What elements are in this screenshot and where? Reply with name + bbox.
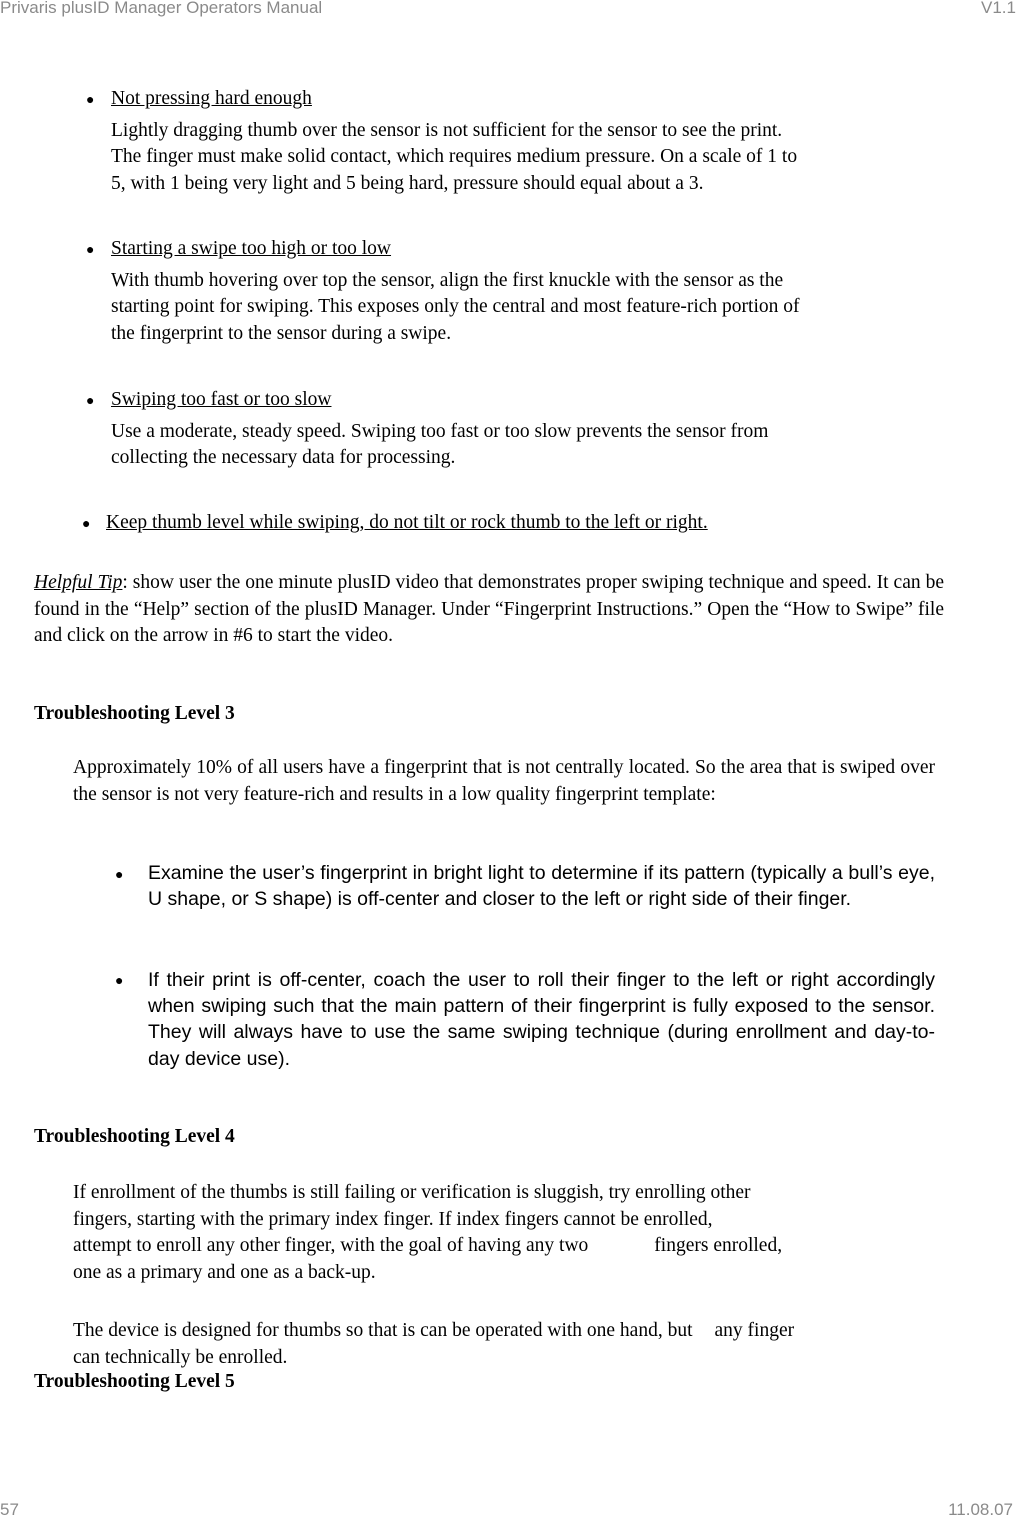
bullet-icon: ● — [115, 974, 124, 989]
bullet-item — [111, 236, 800, 347]
bullet-icon: ● — [115, 868, 124, 883]
bullet-text-line: With thumb hovering over top the sensor, align the first knuckle with the sensor as the — [111, 269, 784, 291]
bullet-title: Not pressing hard enough — [111, 88, 312, 109]
level-3-intro: Approximately 10% of all users have a fingerprint that is not centrally located. So the area that is swiped over the sensor is not very feature-rich and results in a low quality fingerprint template: — [73, 757, 935, 805]
paragraph-line — [73, 1233, 782, 1260]
bullet-text-line: The finger must make solid contact, which requires medium pressure. On a scale of 1 to — [111, 146, 798, 167]
bullet-title: Swiping too fast or too slow — [111, 389, 332, 410]
level-4-paragraph — [73, 1318, 794, 1371]
header-version: V1.1 — [981, 0, 1016, 17]
level-4-paragraph — [73, 1180, 782, 1286]
section-heading-level-4: Troubleshooting Level 4 — [34, 1126, 235, 1147]
paragraph-line: fingers, starting with the primary index finger. If index fingers cannot be enrolled, — [73, 1208, 713, 1230]
helpful-tip-label: Helpful Tip — [34, 572, 123, 593]
bullet-item — [106, 510, 708, 537]
bullet-item — [111, 387, 768, 472]
bullet-icon: ● — [86, 243, 95, 258]
level-3-item: If their print is off-center, coach the user to roll their finger to the left or right accordingly when swiping such that the main pattern of their fingerprint is fully exposed to the sensor. They will always have to use the same swiping technique (during enrollment and day-to-day device use). — [148, 969, 935, 1070]
bullet-title: Keep thumb level while swiping, do not tilt or rock thumb to the left or right. — [106, 512, 708, 533]
bullet-item — [111, 86, 797, 197]
paragraph-line: one as a primary and one as a back-up. — [73, 1261, 376, 1283]
bullet-icon: ● — [86, 394, 95, 409]
paragraph-fragment: any finger — [714, 1320, 795, 1341]
bullet-title: Starting a swipe too high or too low — [111, 238, 392, 259]
section-heading-level-3: Troubleshooting Level 3 — [34, 703, 235, 724]
section-heading-level-5: Troubleshooting Level 5 — [34, 1371, 235, 1392]
bullet-text-line: starting point for swiping. This exposes only the central and most feature-rich portion of — [111, 296, 800, 317]
bullet-text-line: Use a moderate, steady speed. Swiping too fast or too slow prevents the sensor from — [111, 420, 769, 442]
paragraph-fragment: The device is designed for thumbs so that is can be operated with one hand, but — [73, 1320, 693, 1341]
page-number: 57 — [0, 1500, 19, 1519]
header-title: Privaris plusID Manager Operators Manual — [0, 0, 323, 17]
bullet-text-line: 5, with 1 being very light and 5 being hard, pressure should equal about a 3. — [111, 172, 704, 194]
bullet-text-line: collecting the necessary data for processing. — [111, 447, 456, 468]
helpful-tip-text: : show user the one minute plusID video that demonstrates proper swiping technique and speed. It can be found in the “Help” section of the plusID Manager. Under “Fingerprint Instructions.” Open the “How to Swipe” file and click on the arrow in #6 to start the video. — [34, 572, 944, 646]
paragraph-fragment: fingers enrolled, — [654, 1235, 783, 1256]
paragraph-line: can technically be enrolled. — [73, 1346, 288, 1368]
bullet-icon: ● — [82, 517, 91, 532]
level-3-item: Examine the user’s fingerprint in bright light to determine if its pattern (typically a bull’s eye, U shape, or S shape) is off-center and closer to the left or right side of their finger. — [148, 862, 935, 911]
paragraph-fragment: attempt to enroll any other finger, with the goal of having any two — [73, 1235, 589, 1256]
footer-date: 11.08.07 — [948, 1500, 1013, 1519]
helpful-tip — [34, 570, 944, 650]
bullet-text-line: the fingerprint to the sensor during a swipe. — [111, 322, 452, 344]
bullet-icon: ● — [86, 93, 95, 108]
paragraph-line — [73, 1318, 794, 1345]
paragraph-line: If enrollment of the thumbs is still failing or verification is sluggish, try enrolling other — [73, 1182, 751, 1203]
bullet-text-line: Lightly dragging thumb over the sensor is not sufficient for the sensor to see the print. — [111, 119, 783, 141]
